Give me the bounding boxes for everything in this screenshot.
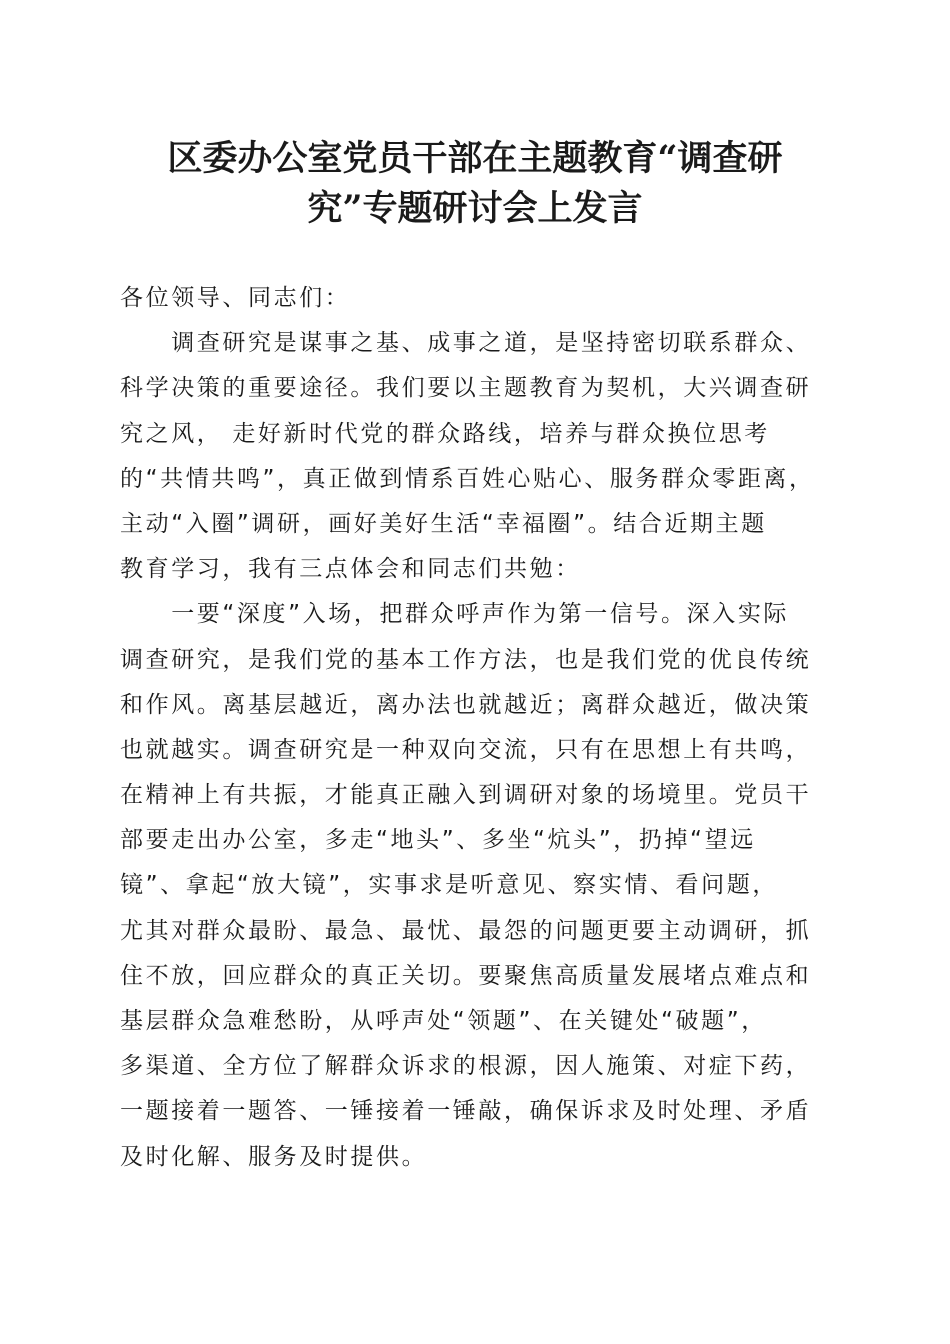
body-line-11: 在精神上有共振，才能真正融入到调研对象的场境里。党员干 bbox=[120, 782, 812, 809]
body-line-18: 一题接着一题答、一锤接着一锤敲，确保诉求及时处理、矛盾 bbox=[120, 1098, 812, 1125]
body-line-4: 的“共情共鸣”，真正做到情系百姓心贴心、服务群众零距离， bbox=[120, 465, 815, 492]
body-line-16: 基层群众急难愁盼，从呼声处“领题”、在关键处“破题”， bbox=[120, 1008, 767, 1034]
body-line-12: 部要走出办公室，多走“地头”、多坐“炕头”，扔掉“望远 bbox=[120, 827, 756, 854]
body-line-14: 尤其对群众最盼、最急、最忧、最怨的问题更要主动调研，抓 bbox=[120, 917, 812, 944]
title-line-2: 究”专题研讨会上发言 bbox=[307, 188, 643, 229]
title-line-1: 区委办公室党员干部在主题教育“调查研 bbox=[167, 138, 783, 179]
body-line-13: 镜”、拿起“放大镜”，实事求是听意见、察实情、看问题， bbox=[120, 872, 778, 899]
document-title bbox=[100, 134, 850, 234]
body-line-19: 及时化解、服务及时提供。 bbox=[120, 1143, 428, 1170]
body-line-8: 调查研究，是我们党的基本工作方法，也是我们党的优良传统 bbox=[120, 646, 812, 673]
salutation: 各位领导、同志们： bbox=[120, 285, 351, 311]
body-line-17: 多渠道、全方位了解群众诉求的根源，因人施策、对症下药， bbox=[120, 1053, 812, 1080]
body-line-9: 和作风。离基层越近，离办法也就越近；离群众越近，做决策 bbox=[120, 691, 812, 718]
body-line-3: 究之风， 走好新时代党的群众路线，培养与群众换位思考 bbox=[120, 420, 770, 447]
body-line-2: 科学决策的重要途径。我们要以主题教育为契机，大兴调查研 bbox=[120, 375, 812, 402]
body-line-1: 调查研究是谋事之基、成事之道，是坚持密切联系群众、 bbox=[120, 330, 812, 357]
body-line-5: 主动“入圈”调研，画好美好生活“幸福圈”。结合近期主题 bbox=[120, 510, 767, 537]
body-line-6: 教育学习，我有三点体会和同志们共勉： bbox=[120, 556, 581, 583]
body-line-10: 也就越实。调查研究是一种双向交流，只有在思想上有共鸣， bbox=[120, 736, 812, 763]
body-line-7: 一要“深度”入场，把群众呼声作为第一信号。深入实际 bbox=[120, 601, 790, 628]
document-body bbox=[120, 276, 840, 1180]
body-line-15: 住不放，回应群众的真正关切。要聚焦高质量发展堵点难点和 bbox=[120, 962, 812, 989]
